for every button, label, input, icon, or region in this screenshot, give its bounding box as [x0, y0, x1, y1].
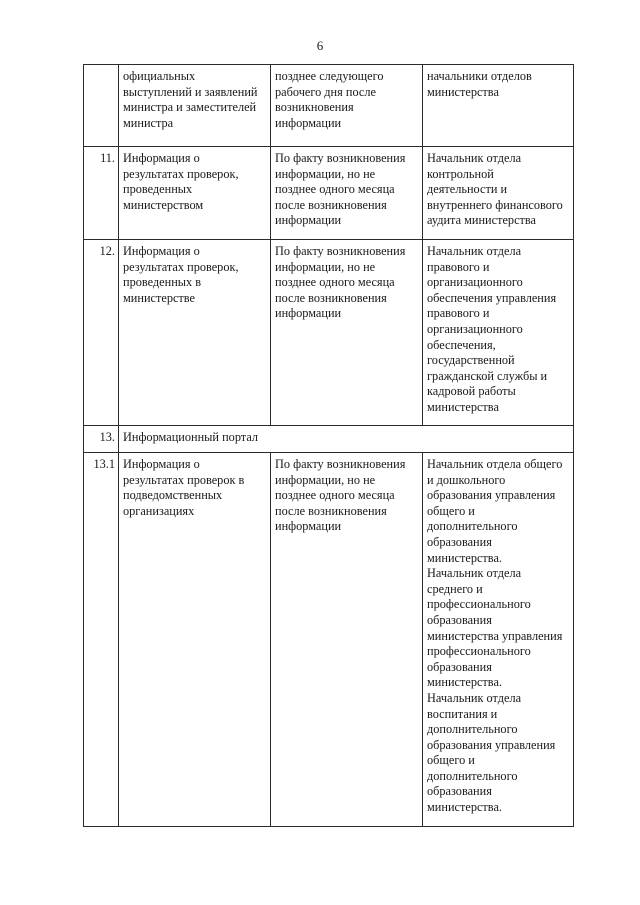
page-number: 6: [316, 38, 324, 53]
info-name-cell: [119, 65, 271, 147]
responsible-cell: [423, 65, 574, 147]
table-row: [84, 240, 574, 426]
row-number: 11.: [84, 147, 119, 240]
table-row: [84, 453, 574, 827]
info-name-cell: [119, 240, 271, 426]
term-text: По факту возникновения информации, но не позднее одного месяца после возникновения информации: [275, 151, 406, 228]
responsible-cell: [423, 240, 574, 426]
responsible-cell: [423, 147, 574, 240]
info-name: Информация о результатах проверок, проведенных министерством: [123, 151, 239, 212]
responsible-text: Начальник отдела контрольной деятельности и внутреннего финансового аудита министерства: [427, 151, 563, 228]
term-text: позднее следующего рабочего дня после возникновения информации: [275, 69, 384, 130]
term-cell: [271, 240, 423, 426]
term-text: По факту возникновения информации, но не позднее одного месяца после возникновения информации: [275, 457, 406, 534]
table-row: [84, 65, 574, 147]
row-number: 13.1: [84, 453, 119, 827]
term-cell: [271, 147, 423, 240]
responsible-cell: [423, 453, 574, 827]
document-table: [83, 64, 574, 827]
term-text: По факту возникновения информации, но не позднее одного месяца после возникновения информации: [275, 244, 406, 321]
info-name: Информация о результатах проверок, проведенных в министерстве: [123, 244, 239, 305]
term-cell: [271, 453, 423, 827]
info-name-cell: [119, 147, 271, 240]
responsible-text: начальники отделов министерства: [427, 69, 532, 99]
row-number: 12.: [84, 240, 119, 426]
term-cell: [271, 65, 423, 147]
responsible-text: Начальник отдела правового и организационного обеспечения управления правового и организационного обеспечения, государственной гражданской службы и кадровой работы министерства: [427, 244, 557, 414]
info-name: официальных выступлений и заявлений министра и заместителей министра: [123, 69, 258, 130]
section-number: 13.: [84, 426, 119, 453]
row-number: [84, 65, 119, 147]
info-name-cell: [119, 453, 271, 827]
info-name: Информация о результатах проверок в подведомственных организациях: [123, 457, 245, 518]
section-row: [84, 426, 574, 453]
table-row: [84, 147, 574, 240]
section-title: Информационный портал: [119, 426, 574, 453]
responsible-text: Начальник отдела общего и дошкольного образования управления общего и дополнительного образования министерства. Начальник отдела среднего и профессионального образования министерства управления профессионального образования министерства. Начальник отдела воспитания и дополнительного образования управления общего и дополнительного образования министерства.: [427, 457, 563, 815]
